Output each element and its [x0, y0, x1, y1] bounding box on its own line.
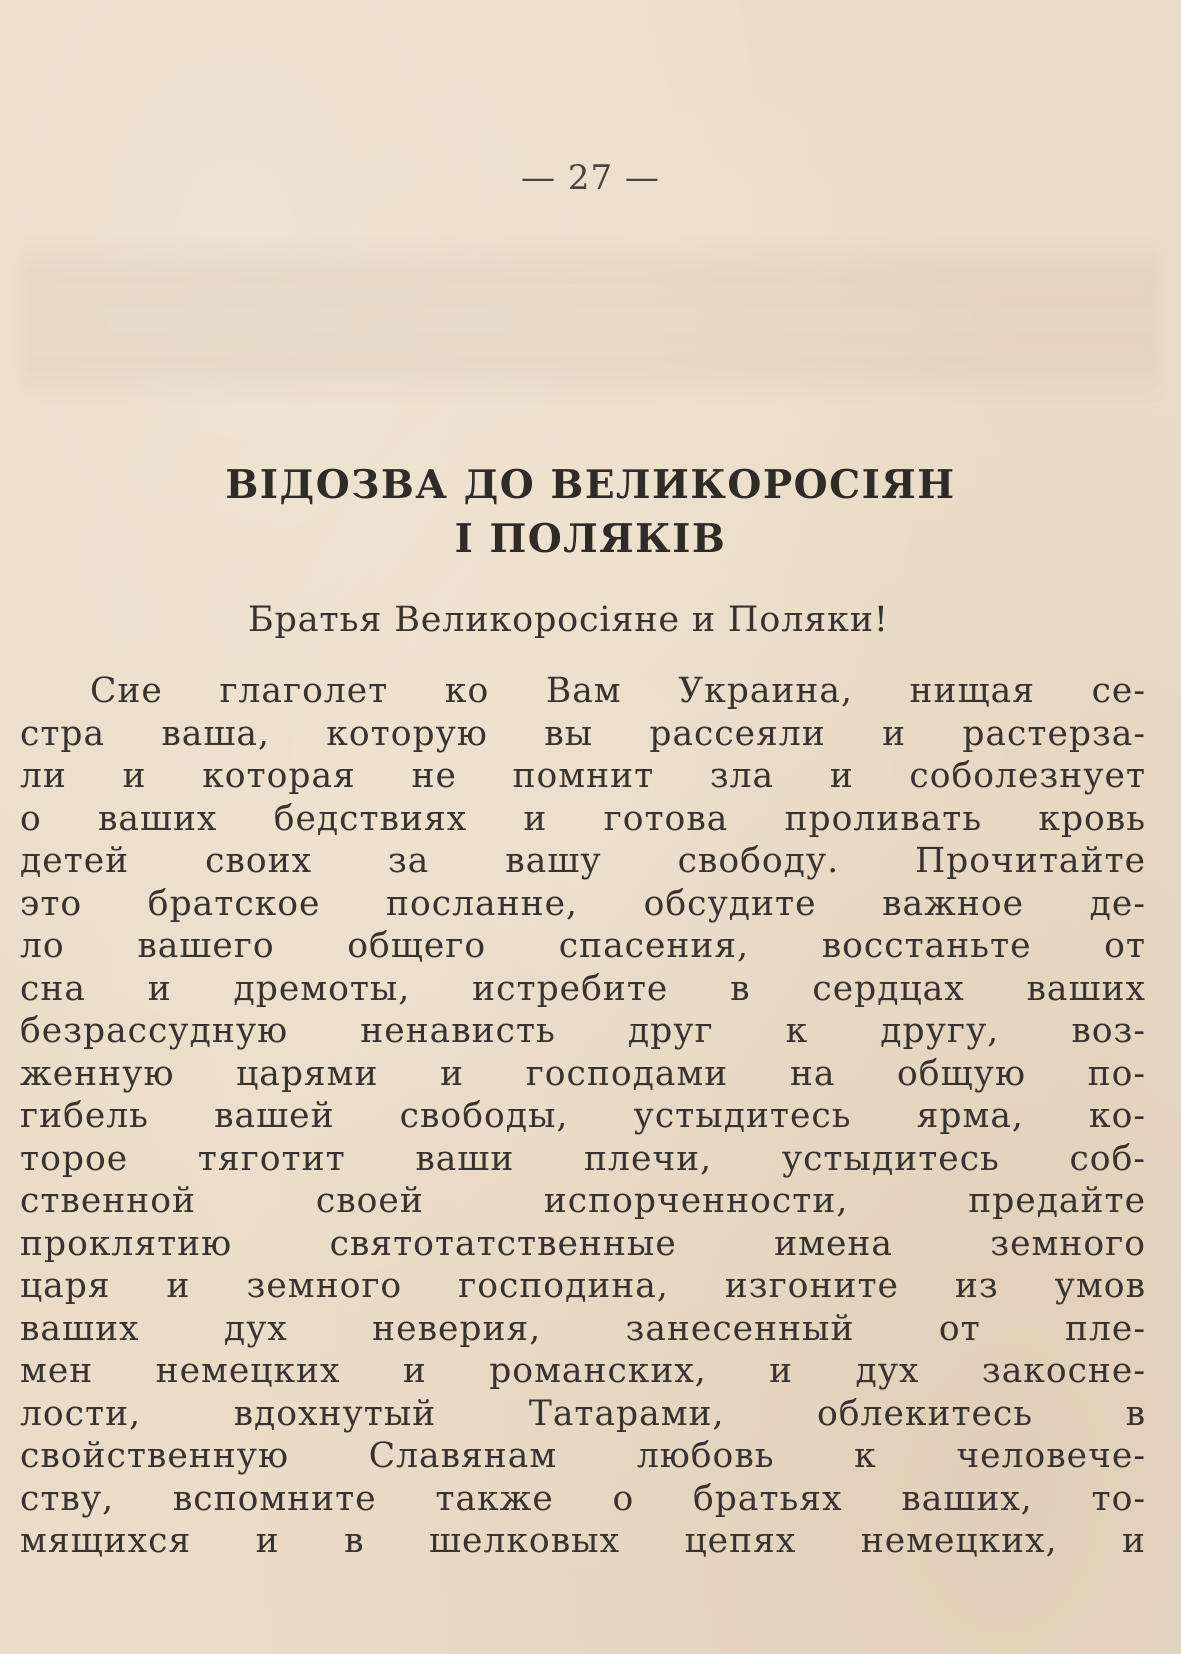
text-line: детей своих за вашу свободу. Прочитайте: [20, 841, 1146, 881]
text-line: торое тяготит ваши плечи, устыдитесь соб-: [20, 1138, 1146, 1179]
text-line: проклятию святотатственные имена земного: [20, 1223, 1146, 1264]
text-line: гибель вашей свободы, устыдитесь ярма, ко-: [20, 1096, 1146, 1136]
bleed-through-shadow: [20, 240, 1160, 400]
page-number: — 27 —: [521, 158, 660, 198]
page-title: [120, 458, 1061, 566]
text-line: ваших дух неверия, занесенный от пле-: [20, 1308, 1146, 1349]
text-line: сна и дремоты, истребите в сердцах ваших: [20, 968, 1146, 1009]
text-line: ству, вспомните также о братьях ваших, то-: [20, 1478, 1146, 1519]
text-line: мящихся и в шелковых цепях немецких, и: [20, 1521, 1146, 1561]
text-line: царя и земного господина, изгоните из умов: [20, 1266, 1146, 1306]
title-line-1: ВІДОЗВА ДО ВЕЛИКОРОСІЯН: [225, 462, 956, 508]
text-line: это братское посланне, обсудите важное де-: [20, 883, 1146, 924]
text-line: ственной своей испорченности, предайте: [20, 1181, 1146, 1221]
text-line: безрассудную ненависть друг к другу, воз-: [20, 1011, 1146, 1051]
text-line: ло вашего общего спасения, восстаньте от: [20, 926, 1146, 966]
text-line: свойственную Славянам любовь к человече-: [20, 1436, 1146, 1476]
text-line: мен немецких и романских, и дух закосне-: [20, 1351, 1146, 1391]
text-line: женную царями и господами на общую по-: [20, 1053, 1146, 1094]
title-line-2: І ПОЛЯКІВ: [454, 516, 727, 562]
text-line: о ваших бедствиях и готова проливать кровь: [20, 798, 1146, 839]
salutation: Братья Великоросіяне и Поляки!: [248, 600, 889, 640]
text-line: Сие глаголет ко Вам Украина, нищая се-: [90, 671, 1146, 711]
body-paragraph: [20, 670, 1146, 1563]
text-line: ли и которая не помнит зла и соболезнует: [20, 756, 1146, 796]
text-line: стра ваша, которую вы рассеяли и растерза-: [20, 713, 1146, 754]
text-line: лости, вдохнутый Татарами, облекитесь в: [20, 1393, 1146, 1434]
